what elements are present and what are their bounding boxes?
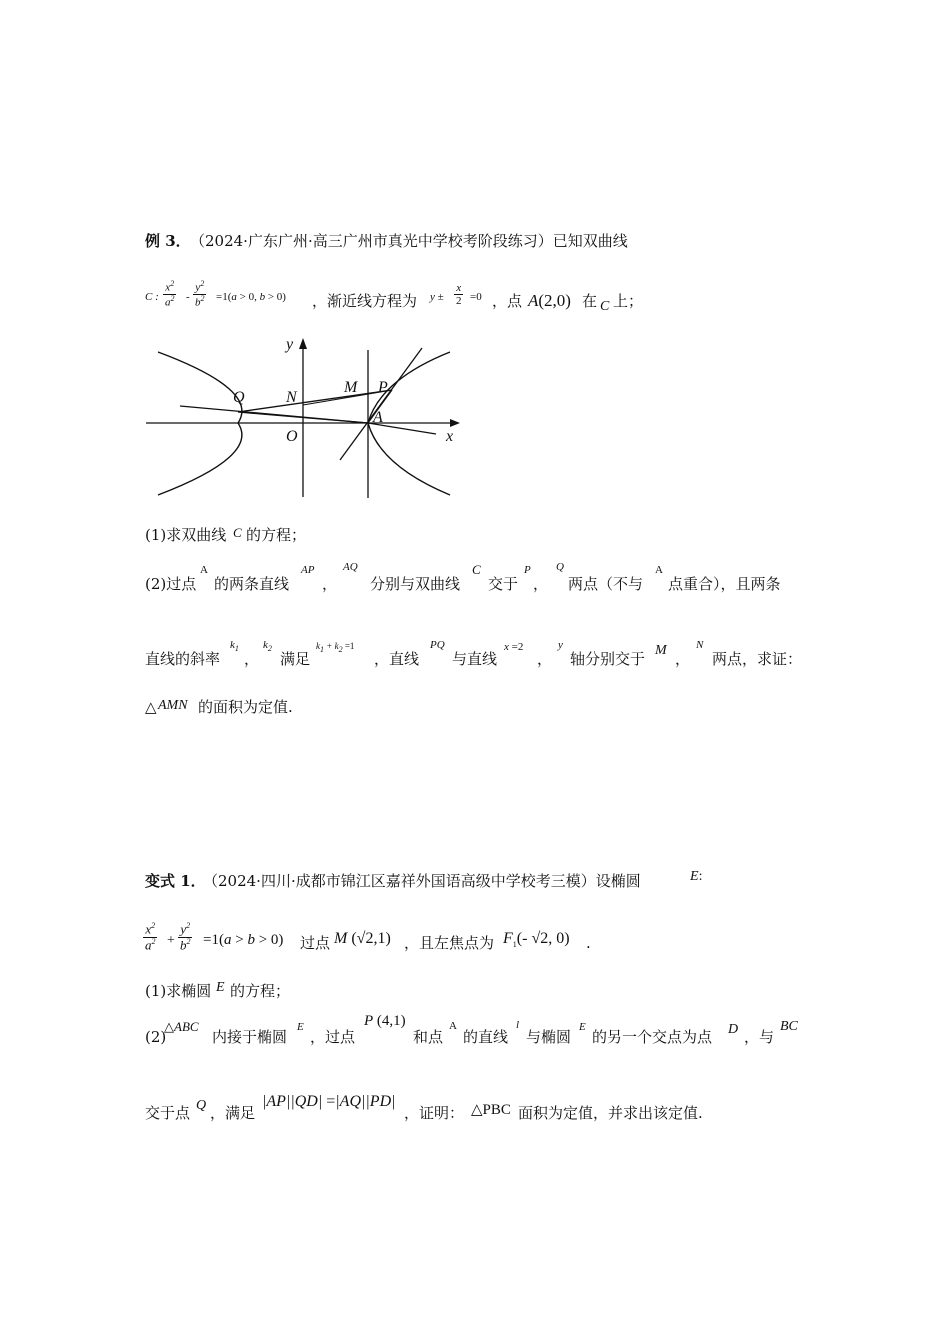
label-O: O xyxy=(286,428,298,445)
variant1-source: （2024·四川·成都市锦江区嘉祥外国语高级中学校考三模）设椭圆 xyxy=(203,872,641,890)
point-P-coord: P (4,1) xyxy=(364,1013,406,1029)
example3-source: （2024·广东广州·高三广州市真光中学校考阶段练习）已知双曲线 xyxy=(190,232,628,250)
label-x: x xyxy=(446,428,454,445)
example3-label: 例 3． xyxy=(145,232,191,250)
condition-equation: |AP||QD| =|AQ||PD| xyxy=(262,1093,396,1110)
variant1-label: 变式 1． xyxy=(145,872,206,890)
label-y: y xyxy=(286,336,294,353)
ellipse-fraction-y: $\frac{y^2}{b^2}$ xyxy=(180,921,191,952)
label-P: P xyxy=(378,379,388,396)
hyperbola-fraction-x: $\frac{x^2}{a^2}$ xyxy=(165,279,175,309)
hyperbola-fraction-y: $\frac{y^2}{b^2}$ xyxy=(195,279,205,309)
label-N: N xyxy=(286,389,297,406)
label-Q: Q xyxy=(233,389,245,406)
label-M: M xyxy=(344,379,358,396)
x-axis-arrow xyxy=(450,419,460,427)
point-A-coord: A(2,0) xyxy=(528,291,571,310)
ellipse-fraction-x: $\frac{x^2}{a^2}$ xyxy=(145,921,156,952)
asymptote-equation: y ± xyxy=(430,291,444,303)
point-M-coord: M (√2,1) xyxy=(334,930,391,947)
hyperbola-condition: =1(a > 0, b > 0) xyxy=(216,291,286,303)
y-axis-arrow xyxy=(299,338,307,349)
ellipse-condition: =1(a > b > 0) xyxy=(203,932,284,948)
hyperbola-figure xyxy=(140,330,470,502)
focus-F1-coord: $F_1(-$ √2, 0) xyxy=(503,930,570,950)
hyperbola-equation: C : xyxy=(145,291,159,303)
label-A: A xyxy=(373,409,383,426)
